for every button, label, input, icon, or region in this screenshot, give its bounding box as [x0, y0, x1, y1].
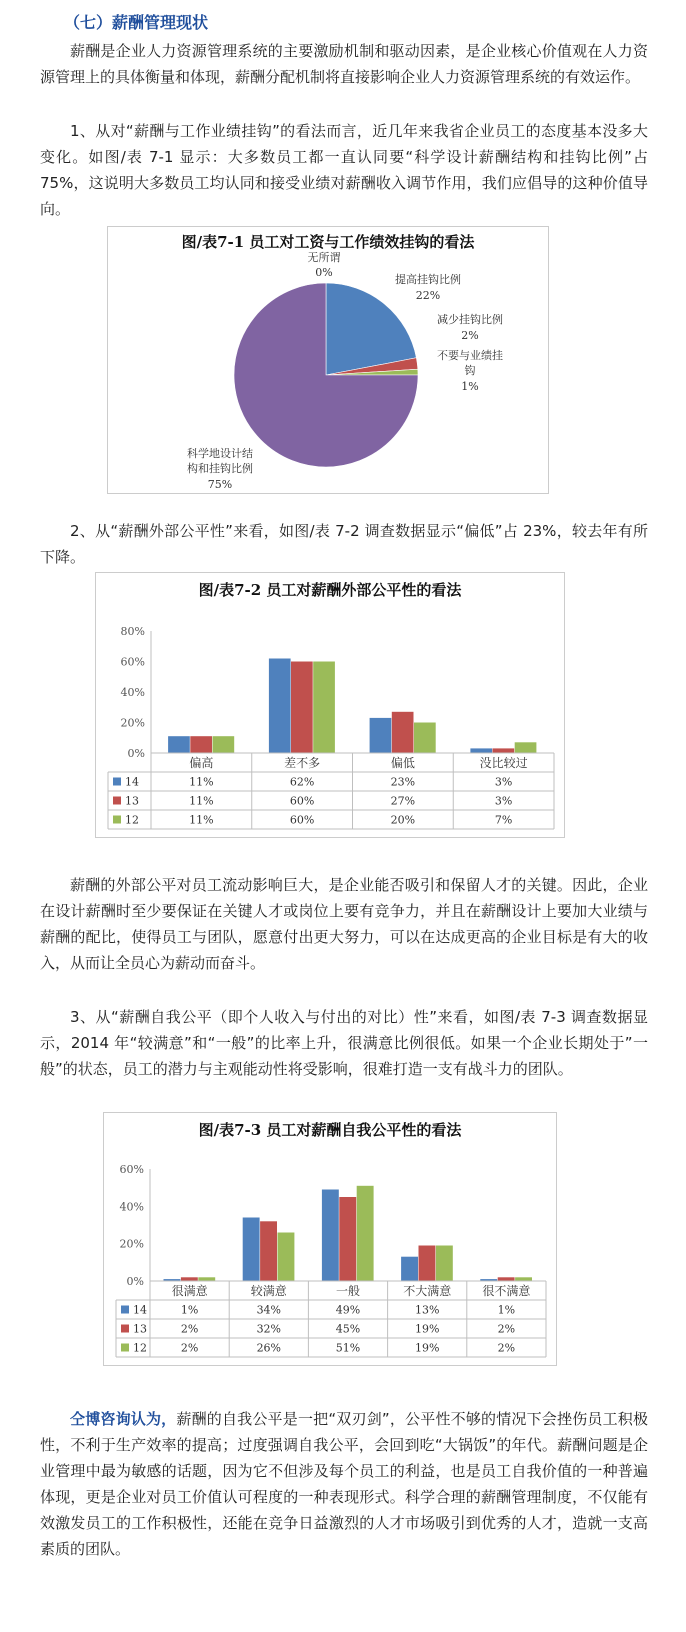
chart-7-3-title: 图/表7-3 员工对薪酬自我公平性的看法: [198, 1121, 462, 1139]
table-cell: 51%: [335, 1341, 361, 1355]
legend-label-13: 13: [133, 1322, 147, 1336]
bar-13-1: [291, 662, 313, 754]
category-label-0: 很满意: [171, 1284, 208, 1298]
pie-value-3: 1%: [461, 380, 479, 393]
table-cell: 7%: [494, 813, 513, 827]
chart-7-2-frame: [95, 572, 565, 838]
y-tick-label: 20%: [120, 716, 145, 730]
bar-12-1: [278, 1233, 295, 1282]
bar-13-1: [260, 1221, 277, 1281]
category-label-1: 差不多: [284, 756, 321, 770]
pie-label-1: 提高挂钩比例: [395, 273, 461, 286]
bar-13-0: [181, 1277, 198, 1281]
category-label-1: 较满意: [250, 1284, 287, 1298]
table-cell: 3%: [494, 794, 513, 808]
table-cell: 2%: [180, 1341, 199, 1355]
bar-12-1: [313, 662, 335, 754]
table-cell: 19%: [414, 1341, 440, 1355]
bar-14-3: [470, 748, 492, 753]
table-cell: 3%: [494, 775, 513, 789]
legend-swatch-14: [121, 1306, 129, 1314]
pie-value-1: 22%: [415, 289, 441, 302]
legend-swatch-13: [121, 1325, 129, 1333]
legend-label-12: 12: [133, 1341, 147, 1355]
legend-label-13: 13: [125, 794, 139, 808]
bar-12-0: [213, 736, 235, 753]
table-cell: 26%: [256, 1341, 282, 1355]
table-cell: 11%: [189, 775, 214, 789]
bar-13-2: [339, 1197, 356, 1281]
pie-value-4: 75%: [207, 478, 233, 491]
paragraph-performance-link: 1、从对“薪酬与工作业绩挂钩”的看法而言，近几年来我省企业员工的态度基本没多大变化。如图/表 7-1 显示：大多数员工都一直认同要“科学设计薪酬结构和挂钩比例”占 75%，这说明大多数员工均认同和接受业绩对薪酬收入调节作用，我们应倡导的这种价值导向。: [40, 122, 648, 218]
legend-label-14: 14: [125, 775, 139, 789]
table-cell: 1%: [497, 1303, 516, 1317]
bar-14-2: [322, 1190, 339, 1282]
y-tick-label: 40%: [120, 686, 145, 699]
category-label-3: 没比较过: [479, 756, 528, 770]
bar-12-2: [414, 723, 436, 754]
paragraph-intro: 薪酬是企业人力资源管理系统的主要激励机制和驱动因素，是企业核心价值观在人力资源管理上的具体衡量和体现，薪酬分配机制将直接影响企业人力资源管理系统的有效运作。: [40, 42, 648, 86]
bar-13-4: [498, 1277, 515, 1281]
table-cell: 2%: [497, 1341, 516, 1355]
pie-label-4: 科学地设计结构和挂钩比例: [187, 447, 253, 475]
category-label-2: 偏低: [390, 756, 415, 770]
chart-7-1-pie: [108, 227, 548, 493]
paragraph-conclusion: [40, 1406, 648, 1562]
bar-14-3: [401, 1257, 418, 1281]
table-cell: 13%: [414, 1303, 440, 1317]
bar-13-3: [419, 1246, 436, 1282]
table-cell: 2%: [180, 1322, 199, 1336]
section-heading: （七）薪酬管理现状: [64, 13, 209, 32]
bar-12-2: [357, 1186, 374, 1281]
table-cell: 20%: [390, 813, 416, 827]
bar-12-3: [515, 742, 537, 753]
category-label-2: 一般: [335, 1284, 361, 1298]
pie-value-2: 2%: [461, 329, 479, 342]
y-tick-label: 20%: [119, 1237, 144, 1251]
table-cell: 49%: [335, 1303, 361, 1317]
paragraph-self-fairness: 3、从“薪酬自我公平（即个人收入与付出的对比）性”来看，如图/表 7-3 调查数据显示，2014 年“较满意”和“一般”的比率上升，很满意比例很低。如果一个企业长期处于”一般”的状态，员工的潜力与主观能动性将受影响，很难打造一支有战斗力的团队。: [40, 1008, 648, 1078]
legend-label-12: 12: [125, 813, 139, 827]
table-cell: 60%: [289, 794, 315, 808]
legend-swatch-12: [113, 816, 121, 824]
paragraph-external-impact: 薪酬的外部公平对员工流动影响巨大，是企业能否吸引和保留人才的关键。因此，企业在设计薪酬时至少要保证在关键人才或岗位上要有竞争力，并且在薪酬设计上要加大业绩与薪酬的配比，使得员工与团队，愿意付出更大努力，可以在达成更高的企业目标是有大的收入，从而让全员心为薪动而奋斗。: [40, 876, 648, 972]
pie-label-0: 无所谓: [307, 251, 341, 264]
legend-swatch-12: [121, 1344, 129, 1352]
table-cell: 11%: [189, 794, 214, 808]
y-tick-label: 60%: [119, 1163, 144, 1176]
table-cell: 19%: [414, 1322, 440, 1336]
y-tick-label: 80%: [120, 625, 145, 638]
table-cell: 27%: [390, 794, 416, 808]
legend-swatch-13: [113, 797, 121, 805]
y-tick-label: 60%: [120, 655, 145, 669]
bar-12-4: [515, 1277, 532, 1281]
chart-7-2-title: 图/表7-2 员工对薪酬外部公平性的看法: [198, 581, 462, 599]
y-tick-label: 0%: [127, 747, 145, 760]
bar-14-1: [243, 1218, 260, 1282]
bar-14-2: [370, 718, 392, 753]
bar-13-0: [190, 736, 212, 753]
y-tick-label: 0%: [126, 1275, 144, 1288]
pie-label-3: 不要与业绩挂钩: [437, 349, 503, 377]
table-cell: 34%: [256, 1303, 282, 1317]
bar-14-0: [168, 736, 190, 753]
legend-swatch-14: [113, 778, 121, 786]
chart-7-3-frame: [103, 1112, 557, 1366]
table-cell: 45%: [335, 1322, 361, 1336]
pie-value-0: 0%: [315, 266, 333, 279]
chart-7-3-bars: [104, 1113, 556, 1365]
bar-12-3: [436, 1246, 453, 1282]
y-tick-label: 40%: [119, 1200, 144, 1214]
table-cell: 60%: [289, 813, 315, 827]
table-cell: 62%: [289, 775, 315, 789]
chart-7-1-frame: [107, 226, 549, 494]
pie-label-2: 减少挂钩比例: [437, 313, 503, 326]
bar-14-1: [269, 659, 291, 754]
legend-label-14: 14: [133, 1303, 147, 1317]
category-label-4: 很不满意: [482, 1284, 531, 1298]
bar-13-3: [493, 748, 515, 753]
category-label-0: 偏高: [189, 756, 214, 770]
table-cell: 11%: [189, 813, 214, 827]
category-label-3: 不大满意: [403, 1284, 452, 1298]
paragraph-external-fairness: 2、从“薪酬外部公平性”来看，如图/表 7-2 调查数据显示“偏低”占 23%，较去年有所下降。: [40, 522, 648, 566]
chart-7-2-bars: [96, 573, 564, 837]
table-cell: 1%: [180, 1303, 199, 1317]
table-cell: 2%: [497, 1322, 516, 1336]
consulting-highlight: 仝博咨询认为，: [70, 1410, 177, 1428]
table-cell: 23%: [390, 775, 416, 789]
conclusion-text: 薪酬的自我公平是一把“双刃剑”，公平性不够的情况下会挫伤员工积极性，不利于生产效率的提高；过度强调自我公平，会回到吃“大锅饭”的年代。薪酬问题是企业管理中最为敏感的话题，因为它不但涉及每个员工的利益，也是员工自我价值的一种普遍体现，更是企业对员工价值认可程度的一种表现形式。科学合理的薪酬管理制度，不仅能有效激发员工的工作积极性，还能在竞争日益激烈的人才市场吸引到优秀的人才，造就一支高素质的团队。: [40, 1410, 648, 1558]
bar-12-0: [198, 1277, 215, 1281]
chart-7-1-title: 图/表7-1 员工对工资与工作绩效挂钩的看法: [181, 233, 475, 251]
bar-13-2: [392, 712, 414, 753]
table-cell: 32%: [256, 1322, 282, 1336]
